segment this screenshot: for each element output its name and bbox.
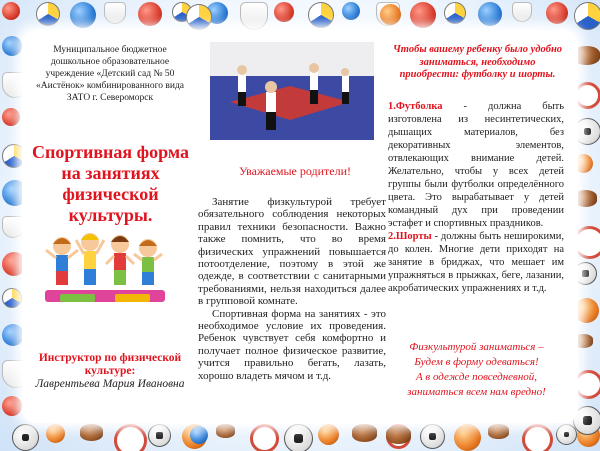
basketball-icon bbox=[546, 2, 568, 24]
shorts-label: 2.Шорты bbox=[388, 231, 432, 242]
soccer-ball-icon bbox=[12, 424, 39, 451]
basketball-icon bbox=[318, 424, 339, 445]
basketball-icon bbox=[2, 396, 22, 416]
paragraph-uniform: Спортивная форма на занятиях - это необходимое условие их проведения. Ребенок чувствует себя комфортно и получает полное физическое развитие, учится правильно бегать, лазать, хорошо владеть мячом и т.д. bbox=[198, 307, 386, 382]
basketball-icon bbox=[380, 4, 401, 25]
volleyball-icon bbox=[186, 4, 212, 30]
shuttlecock-icon bbox=[512, 2, 532, 22]
volleyball-icon bbox=[2, 288, 22, 308]
basketball-icon bbox=[2, 2, 20, 20]
soccer-ball-icon bbox=[284, 424, 313, 451]
tennis-racket-icon bbox=[114, 424, 147, 451]
instructor-label: Инструктор по физической культуре: bbox=[38, 352, 182, 377]
basketball-icon bbox=[46, 424, 65, 443]
closing-poem bbox=[384, 340, 569, 400]
rugby-ball-icon bbox=[80, 424, 103, 441]
kids-exercising-illustration bbox=[40, 228, 170, 308]
shuttlecock-icon bbox=[2, 216, 24, 238]
tennis-racket-icon bbox=[250, 424, 279, 451]
rugby-ball-icon bbox=[216, 424, 235, 438]
institution-name: Муниципальное бюджетное дошкольное образовательное учреждение «Детский сад № 50 «Аистёнок» комбинированного вида ЗАТО г. Североморск bbox=[35, 45, 185, 103]
volleyball-icon bbox=[36, 2, 60, 26]
ball-icon bbox=[342, 2, 360, 20]
main-text bbox=[198, 196, 386, 382]
tshirt-item bbox=[388, 100, 564, 230]
tshirt-text: - должна быть изготовлена из несинтетических, дышащих материалов, без декоративных элементов, отвлекающих внимание детей. Желательно, чтобы у всех детей группы были футболки определённого цвета. Это вырабатывает у детей командный дух при проведении эстафет и спортивных праздников. bbox=[388, 101, 564, 229]
basketball-icon bbox=[454, 424, 481, 451]
volleyball-icon bbox=[308, 2, 334, 28]
brochure-title: Спортивная форма на занятиях физической культуры. bbox=[31, 142, 190, 225]
poem-line-3: А в одежде повседневной, bbox=[415, 371, 538, 383]
tshirt-label: 1.Футболка bbox=[388, 101, 443, 112]
basketball-icon bbox=[274, 2, 294, 22]
ball-icon bbox=[70, 2, 96, 28]
rugby-ball-icon bbox=[352, 424, 377, 442]
rugby-ball-icon bbox=[386, 426, 411, 444]
ball-icon bbox=[2, 36, 22, 56]
basketball-icon bbox=[410, 2, 436, 28]
ball-icon bbox=[478, 2, 502, 26]
poem-line-1: Физкультурой заниматься – bbox=[409, 341, 544, 353]
shorts-item bbox=[388, 230, 564, 295]
gym-class-photo bbox=[210, 42, 374, 140]
ball-icon bbox=[190, 426, 208, 444]
instructor-name: Лаврентьева Мария Ивановна bbox=[35, 378, 185, 390]
tennis-racket-icon bbox=[522, 424, 553, 451]
shuttlecock-icon bbox=[240, 2, 268, 30]
volleyball-icon bbox=[444, 2, 466, 24]
poem-line-4: заниматься всем нам вредно! bbox=[407, 386, 546, 398]
rugby-ball-icon bbox=[488, 424, 509, 439]
right-intro: Чтобы вашему ребенку было удобно заниматься, необходимо приобрести: футболку и шорты. bbox=[392, 44, 563, 80]
clothing-requirements bbox=[388, 100, 564, 295]
shorts-text: - должны быть неширокими, до колен. Многие дети приходят на занятие в бриджах, что мешает им упражняться в прыжках, беге, лазании, акробатических упражнениях и т.д. bbox=[388, 231, 564, 294]
soccer-ball-icon bbox=[148, 424, 171, 447]
basketball-icon bbox=[2, 108, 20, 126]
paragraph-safety: Занятие физкультурой требует обязательного соблюдения некоторых правил техники безопасности. Важно также помнить, что во время физических упражнений повышается потоотделение, поэтому в этой же одежде, в соответствии с санитарными требованиями, нельзя находиться далее в групповой комнате. bbox=[198, 196, 386, 308]
volleyball-icon bbox=[574, 2, 600, 30]
shuttlecock-icon bbox=[104, 2, 126, 24]
soccer-ball-icon bbox=[420, 424, 445, 449]
greeting: Уважаемые родители! bbox=[238, 164, 352, 178]
ball-icon bbox=[2, 324, 24, 346]
poem-line-2: Будем в форму одеваться! bbox=[414, 356, 539, 368]
basketball-icon bbox=[138, 2, 162, 26]
